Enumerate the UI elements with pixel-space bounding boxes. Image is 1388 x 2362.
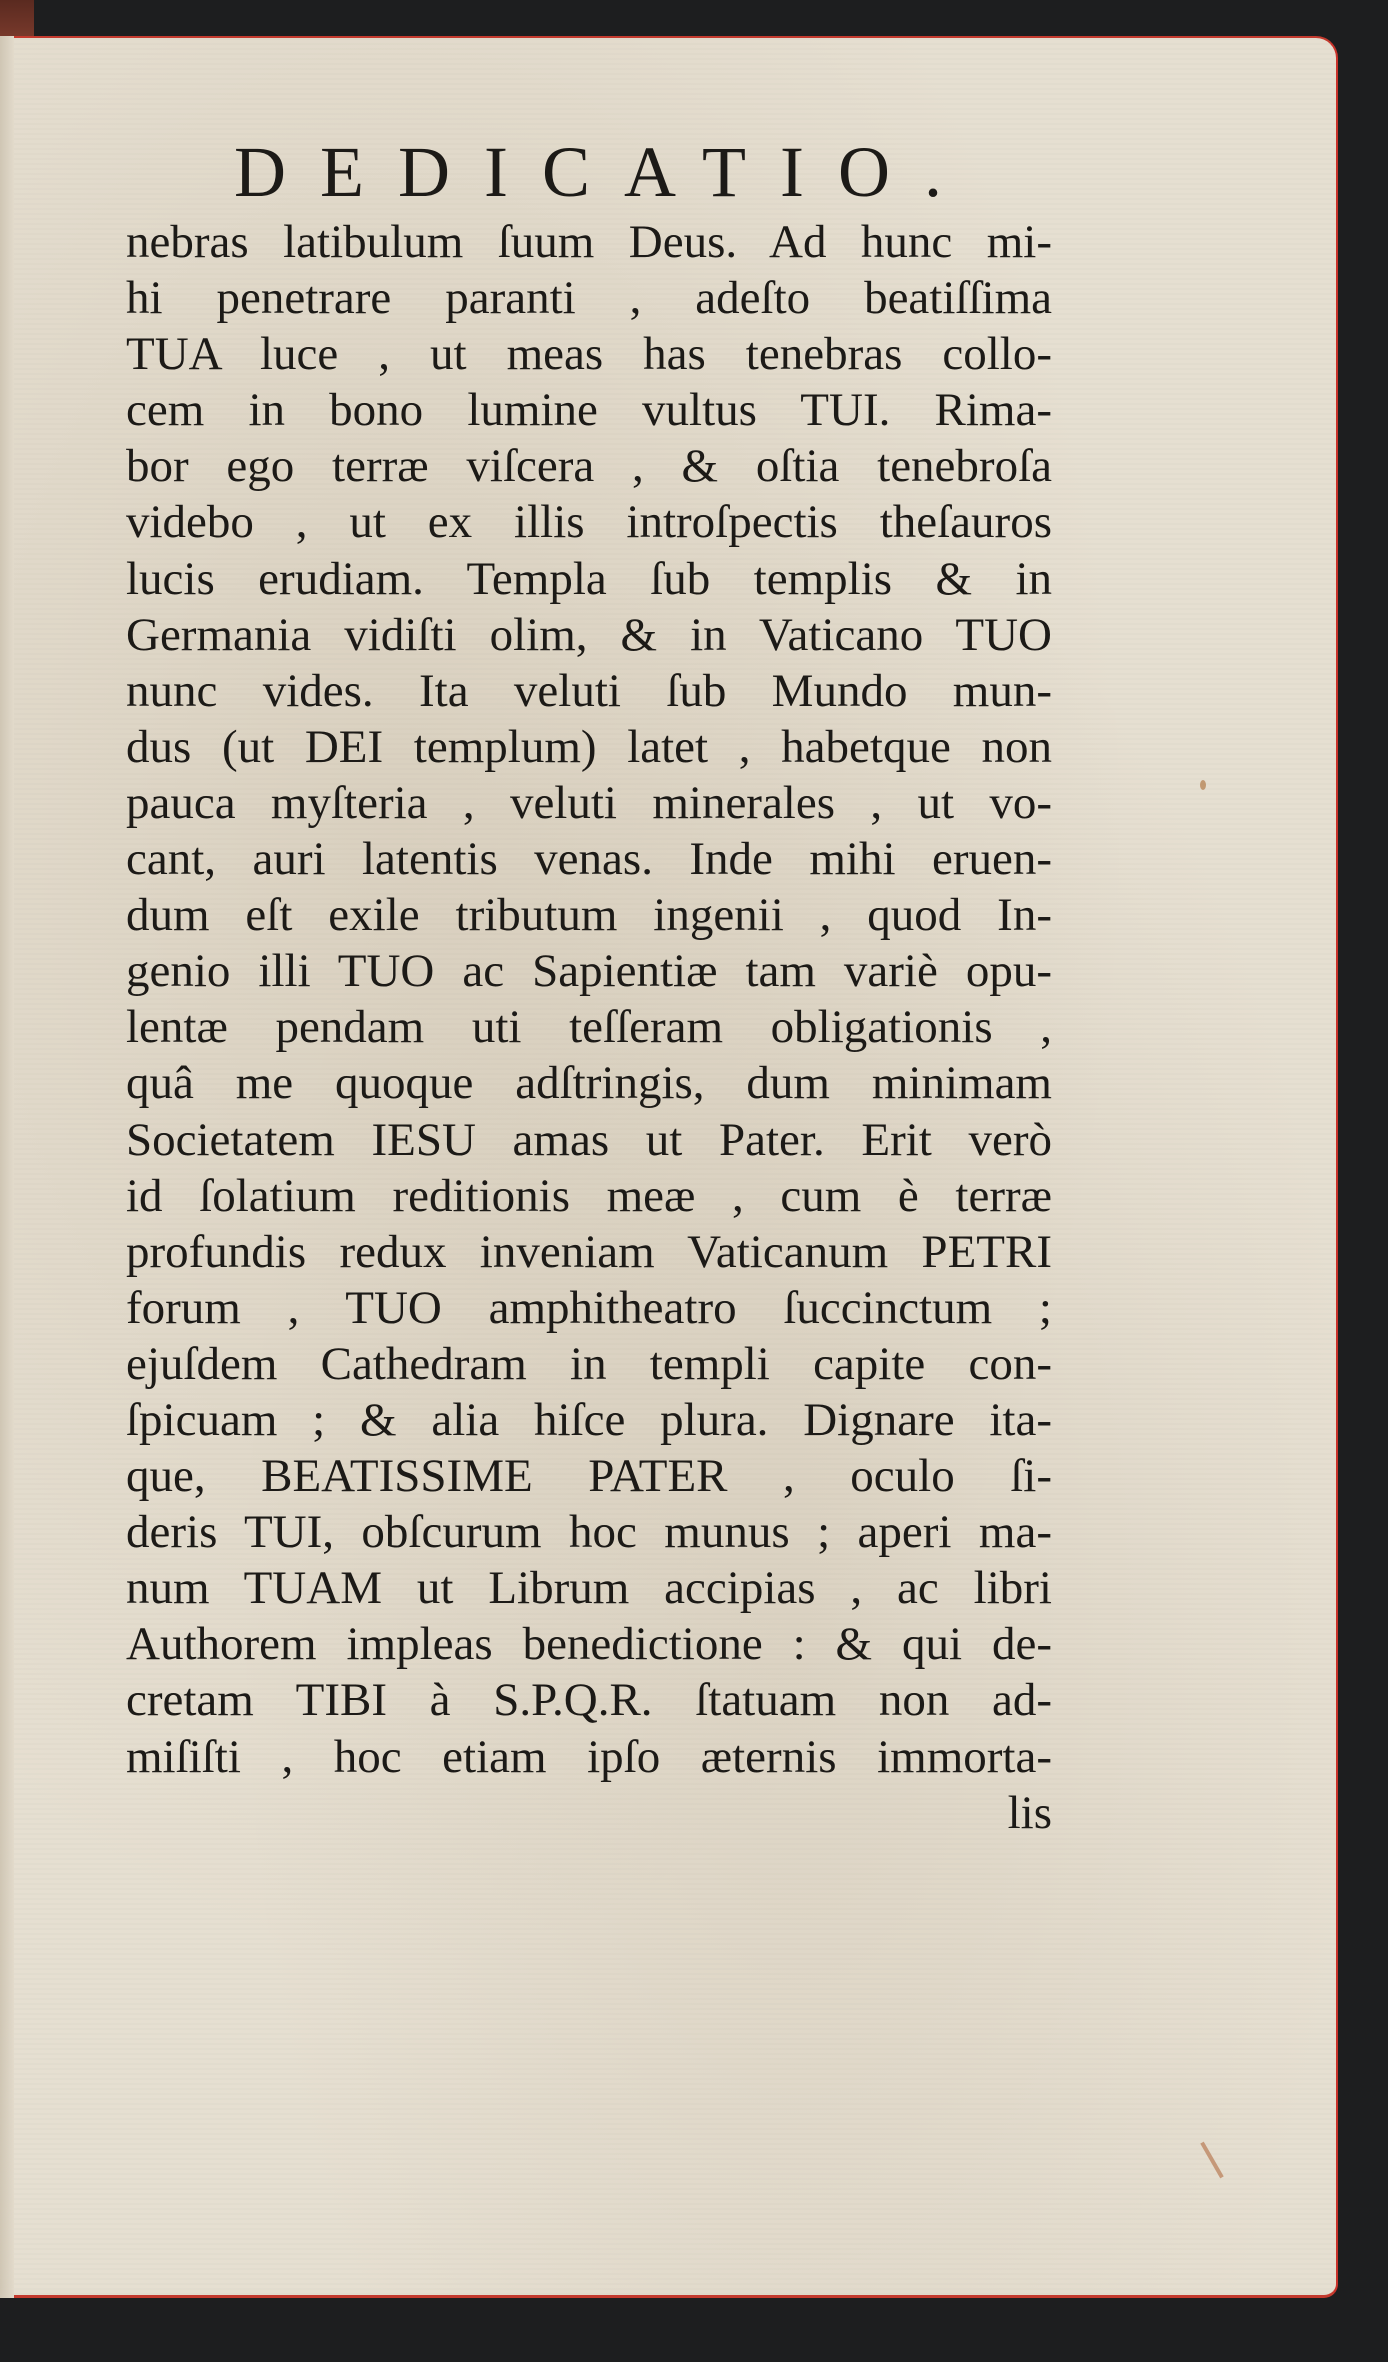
text-line: miſiſti , hoc etiam ipſo æternis immorta- xyxy=(126,1730,1052,1783)
page-title: DEDICATIO. xyxy=(234,132,976,212)
text-line: quâ me quoque adſtringis, dum minimam xyxy=(126,1057,1052,1110)
text-line: ſpicuam ; & alia hiſce plura. Dignare ita- xyxy=(126,1393,1052,1446)
text-line: cretam TIBI à S.P.Q.R. ſtatuam non ad- xyxy=(126,1674,1052,1727)
text-line: profundis redux inveniam Vaticanum PETRI xyxy=(126,1225,1052,1278)
text-line: bor ego terræ viſcera , & oſtia tenebroſa xyxy=(126,440,1052,493)
text-line: TUA luce , ut meas has tenebras collo- xyxy=(126,328,1052,381)
paper-spot xyxy=(1200,780,1206,790)
text-line: cem in bono lumine vultus TUI. Rima- xyxy=(126,384,1052,437)
text-line: hi penetrare paranti , adeſto beatiſſima xyxy=(126,272,1052,325)
text-line: cant, auri latentis venas. Inde mihi eruen- xyxy=(126,833,1052,886)
text-line: id ſolatium reditionis meæ , cum è terræ xyxy=(126,1169,1052,1222)
body-text xyxy=(126,214,1052,1841)
text-line: nunc vides. Ita veluti ſub Mundo mun- xyxy=(126,664,1052,717)
text-line: Societatem IESU amas ut Pater. Erit verò xyxy=(126,1113,1052,1166)
text-line: num TUAM ut Librum accipias , ac libri xyxy=(126,1562,1052,1615)
text-line: lucis erudiam. Templa ſub templis & in xyxy=(126,552,1052,605)
text-line: que, BEATISSIME PATER , oculo ſi- xyxy=(126,1450,1052,1503)
text-line: Germania vidiſti olim, & in Vaticano TUO xyxy=(126,608,1052,661)
book-spine-edge xyxy=(0,0,34,40)
text-line: genio illi TUO ac Sapientiæ tam variè opu- xyxy=(126,945,1052,998)
text-line: forum , TUO amphitheatro ſuccinctum ; xyxy=(126,1281,1052,1334)
catchword: lis xyxy=(1007,1786,1052,1839)
text-line: dus (ut DEI templum) latet , habetque non xyxy=(126,720,1052,773)
text-line: ejuſdem Cathedram in templi capite con- xyxy=(126,1337,1052,1390)
text-line: deris TUI, obſcurum hoc munus ; aperi ma- xyxy=(126,1506,1052,1559)
text-line: videbo , ut ex illis introſpectis theſauros xyxy=(126,496,1052,549)
page-gutter xyxy=(0,36,14,2298)
text-line: Authorem impleas benedictione : & qui de- xyxy=(126,1618,1052,1671)
text-line: nebras latibulum ſuum Deus. Ad hunc mi- xyxy=(126,216,1052,268)
text-line: pauca myſteria , veluti minerales , ut vo- xyxy=(126,776,1052,829)
text-line: dum eſt exile tributum ingenii , quod In- xyxy=(126,889,1052,942)
text-line: lentæ pendam uti teſſeram obligationis , xyxy=(126,1001,1052,1054)
